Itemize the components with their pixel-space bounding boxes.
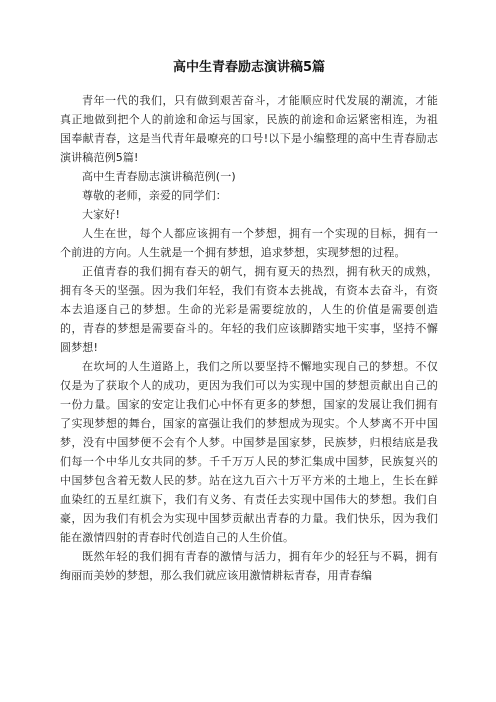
- body-paragraph: 在坎坷的人生道路上，我们之所以要坚持不懈地实现自己的梦想。不仅仅是为了获取个人的成功，更因为我们可以为实现中国的梦想贡献出自己的一份力量。国家的安定让我们心中怀有更多的梦想，国家的发展让我们拥有了实现梦想的舞台，国家的富强让我们的梦想成为现实。个人梦离不开中国梦，没有中国梦便不会有个人梦。中国梦是国家梦，民族梦，归根结底是我们每一个中华儿女共同的梦。千千万万人民的梦汇集成中国梦，民族复兴的中国梦包含着无数人民的梦。站在这九百六十万平方米的土地上，生长在鲜血染红的五星红旗下，我们有义务、有责任去实现中国伟大的梦想。我们自豪，因为我们有机会为实现中国梦贡献出青春的力量。我们快乐，因为我们能在激情四射的青春时代创造自己的人生价值。: [60, 360, 438, 544]
- greeting: 大家好!: [82, 208, 121, 221]
- document-title: 高中生青春励志演讲稿5篇: [172, 60, 326, 75]
- salutation: 尊敬的老师，亲爱的同学们：: [82, 189, 227, 202]
- intro-paragraph: 青年一代的我们，只有做到艰苦奋斗，才能顺应时代发展的潮流，才能真正地做到把个人的前途和命运与国家，民族的前途和命运紧密相连，为祖国奉献青春，这是当代青年最嘹亮的口号!以下是小编整理的高中生青春励志演讲稿范例5篇!: [60, 94, 438, 164]
- body-paragraph: 正值青春的我们拥有春天的朝气，拥有夏天的热烈，拥有秋天的成熟，拥有冬天的坚强。因为我们年轻，我们有资本去挑战，有资本去奋斗，有资本去追逐自己的梦想。生命的光彩是需要绽放的，人生的价值是需要创造的，青春的梦想是需要奋斗的。年轻的我们应该脚踏实地干实事，坚持不懈圆梦想!: [60, 265, 438, 354]
- section-heading: 高中生青春励志演讲稿范例(一): [82, 170, 236, 183]
- body-paragraph: 既然年轻的我们拥有青春的激情与活力，拥有年少的轻狂与不羁，拥有绚丽而美妙的梦想，那么我们就应该用激情耕耘青春，用青春编: [60, 550, 438, 582]
- body-paragraph: 人生在世，每个人都应该拥有一个梦想，拥有一个实现的目标，拥有一个前进的方向。人生就是一个拥有梦想，追求梦想，实现梦想的过程。: [60, 227, 438, 259]
